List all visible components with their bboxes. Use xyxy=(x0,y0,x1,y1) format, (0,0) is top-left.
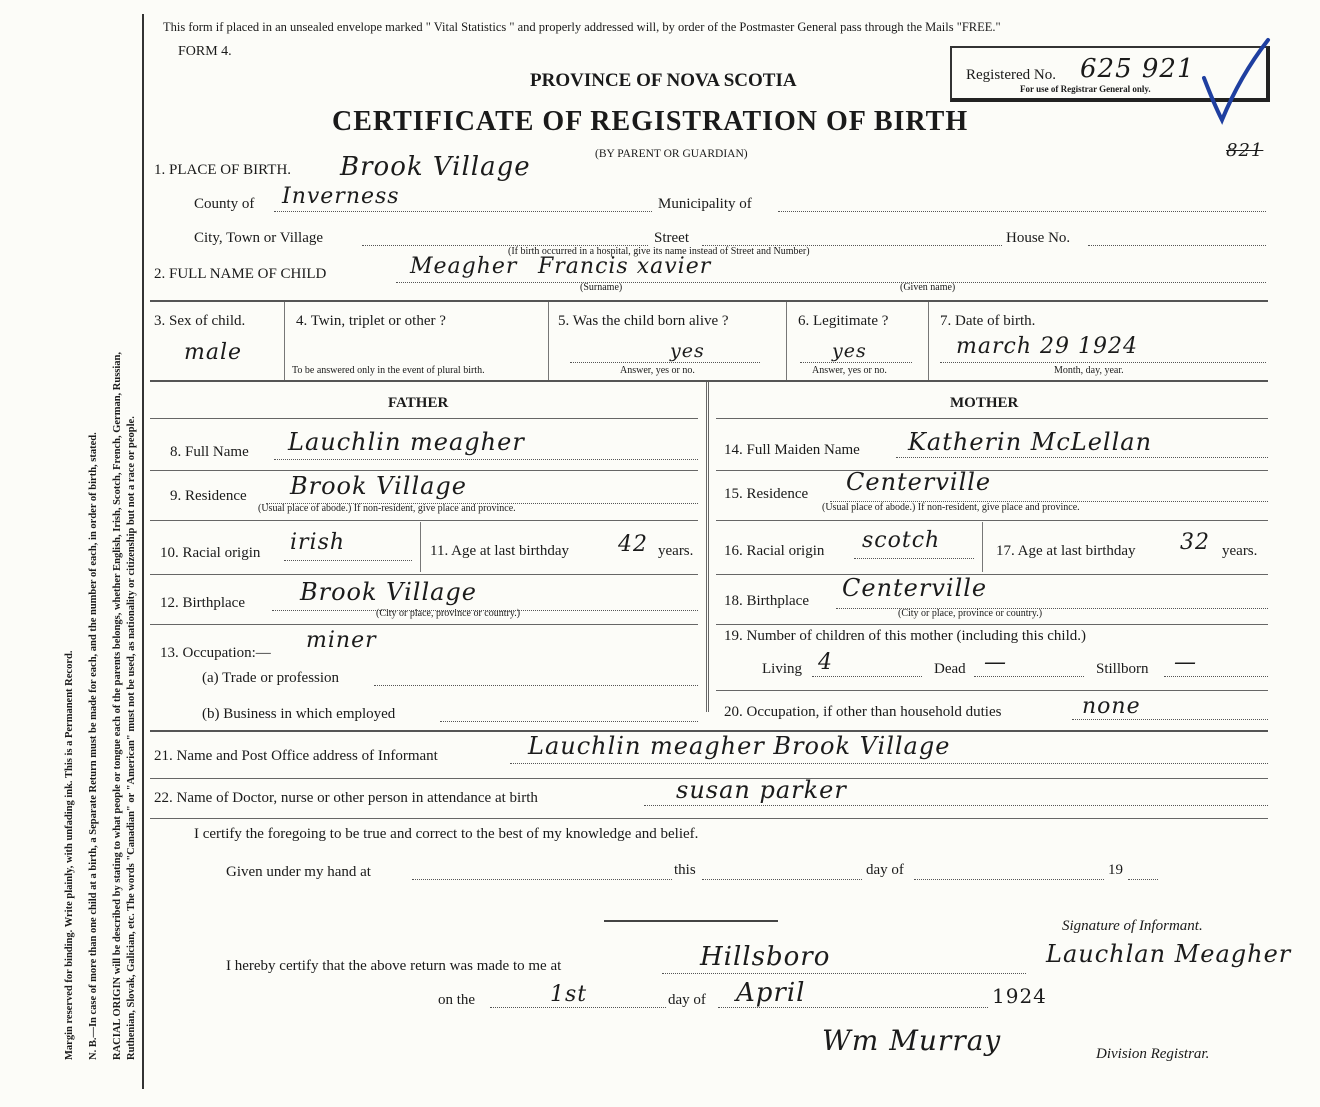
father-header: FATHER xyxy=(388,395,449,411)
dead-value: — xyxy=(984,650,1007,675)
side-note-4: Ruthenian, Slovak, Galician, etc. The words "Canadian" or "American" must not be used, as nationality or citizenship but not a race or people. xyxy=(126,416,137,1060)
alive-value: yes xyxy=(670,340,705,362)
doctor-value: susan parker xyxy=(676,776,847,804)
county-label: County of xyxy=(194,196,255,212)
dead-label: Dead xyxy=(934,661,966,677)
page-title: CERTIFICATE OF REGISTRATION OF BIRTH xyxy=(332,106,969,137)
year-value: 1924 xyxy=(992,984,1047,1008)
mother-res-note: (Usual place of abode.) If non-resident, give place and province. xyxy=(822,502,1080,513)
registrar-signature: Wm Murray xyxy=(822,1024,1002,1057)
mother-children-label: 19. Number of children of this mother (including this child.) xyxy=(724,628,1087,644)
county-value: Inverness xyxy=(282,184,400,209)
father-racial: irish xyxy=(290,530,346,555)
day-of-label-2: day of xyxy=(668,992,706,1008)
mother-residence: Centerville xyxy=(846,468,992,496)
hospital-note: (If birth occurred in a hospital, give its name instead of Street and Number) xyxy=(508,246,810,257)
child-name-label: 2. FULL NAME OF CHILD xyxy=(154,266,327,282)
alive-note: Answer, yes or no. xyxy=(620,365,695,376)
sex-value: male xyxy=(184,340,243,365)
informant-signature: Lauchlan Meagher xyxy=(1046,940,1292,968)
living-label: Living xyxy=(762,661,802,677)
city-label: City, Town or Village xyxy=(194,230,324,246)
division-registrar-caption: Division Registrar. xyxy=(1096,1046,1210,1062)
side-note-1: Margin reserved for binding. Write plainly, with unfading ink. This is a Permanent Record. xyxy=(64,650,75,1060)
year-prefix: 19 xyxy=(1108,862,1123,878)
place-of-birth-value: Brook Village xyxy=(340,152,531,182)
side-note-3: RACIAL ORIGIN will be described by stating to what people or tongue each of the parents belongs, whether English, Irish, Scotch, French, German, Russian, xyxy=(112,351,123,1060)
twin-label: 4. Twin, triplet or other ? xyxy=(296,313,446,329)
signature-of-informant-caption: Signature of Informant. xyxy=(1062,918,1203,934)
subtitle: (BY PARENT OR GUARDIAN) xyxy=(595,148,748,160)
father-res-label: 9. Residence xyxy=(170,488,247,504)
dob-label: 7. Date of birth. xyxy=(940,313,1036,329)
mother-name: Katherin McLellan xyxy=(908,428,1153,456)
father-age: 42 xyxy=(618,532,648,557)
mother-name-label: 14. Full Maiden Name xyxy=(724,442,860,458)
father-birth-label: 12. Birthplace xyxy=(160,595,245,611)
this-label: this xyxy=(674,862,696,878)
mother-res-label: 15. Residence xyxy=(724,486,809,502)
day-of-label: day of xyxy=(866,862,904,878)
mother-racial-label: 16. Racial origin xyxy=(724,543,825,559)
twin-note: To be answered only in the event of plural birth. xyxy=(292,365,485,376)
mother-years: years. xyxy=(1222,543,1258,559)
return-place: Hillsboro xyxy=(700,942,831,972)
father-residence: Brook Village xyxy=(290,472,467,500)
informant-value: Lauchlin meagher Brook Village xyxy=(528,732,951,760)
mother-header: MOTHER xyxy=(950,395,1019,411)
dob-value: march 29 1924 xyxy=(956,334,1138,359)
father-occupation: miner xyxy=(306,628,377,653)
mother-birthplace: Centerville xyxy=(842,574,988,602)
surname-caption: (Surname) xyxy=(580,282,623,293)
father-name-label: 8. Full Name xyxy=(170,444,249,460)
corner-mark: 821 xyxy=(1226,140,1264,161)
registration-number: 625 921 xyxy=(1080,54,1195,84)
father-business-label: (b) Business in which employed xyxy=(202,706,396,722)
father-birthplace: Brook Village xyxy=(300,578,477,606)
side-note-2: N. B.—In case of more than one child at a birth, a Separate Return must be made for each, and the number of each, in order of birth, stated. xyxy=(88,432,99,1060)
municipality-label: Municipality of xyxy=(658,196,752,212)
place-of-birth-label: 1. PLACE OF BIRTH. xyxy=(154,162,292,178)
father-occ-label: 13. Occupation:— xyxy=(160,645,271,661)
mother-racial: scotch xyxy=(862,528,941,553)
dob-note: Month, day, year. xyxy=(1054,365,1124,376)
registration-note: For use of Registrar General only. xyxy=(1020,84,1151,94)
month-value: April xyxy=(736,978,806,1008)
binding-margin-rule xyxy=(142,14,144,1089)
father-name: Lauchlin meagher xyxy=(288,428,525,456)
father-years: years. xyxy=(658,543,694,559)
father-age-label: 11. Age at last birthday xyxy=(430,543,569,559)
registration-label: Registered No. xyxy=(966,67,1056,83)
doctor-label: 22. Name of Doctor, nurse or other person in attendance at birth xyxy=(154,790,538,806)
mother-birth-note: (City or place, province or country.) xyxy=(898,608,1043,619)
father-racial-label: 10. Racial origin xyxy=(160,545,261,561)
given-caption: (Given name) xyxy=(900,282,956,293)
informant-label: 21. Name and Post Office address of Informant xyxy=(154,748,438,764)
living-value: 4 xyxy=(818,650,833,675)
house-label: House No. xyxy=(1006,230,1071,246)
street-label: Street xyxy=(654,230,689,246)
legit-label: 6. Legitimate ? xyxy=(798,313,889,329)
mother-birth-label: 18. Birthplace xyxy=(724,593,809,609)
mother-age-label: 17. Age at last birthday xyxy=(996,543,1136,559)
on-day-value: 1st xyxy=(550,982,588,1007)
child-given-name: Francis xavier xyxy=(538,254,712,279)
top-notice: This form if placed in an unsealed envelope marked " Vital Statistics " and properly addressed will, by order of the Postmaster General pass through the Mails "FREE." xyxy=(163,20,1001,34)
form-number: FORM 4. xyxy=(178,44,232,59)
stillborn-value: — xyxy=(1174,650,1197,675)
sex-label: 3. Sex of child. xyxy=(154,313,246,329)
certify-statement: I certify the foregoing to be true and correct to the best of my knowledge and belief. xyxy=(194,826,699,842)
alive-label: 5. Was the child born alive ? xyxy=(558,313,729,329)
father-birth-note: (City or place, province or country.) xyxy=(376,608,521,619)
father-trade-label: (a) Trade or profession xyxy=(202,670,340,686)
stillborn-label: Stillborn xyxy=(1096,661,1149,677)
mother-occupation: none xyxy=(1082,694,1141,719)
mother-age: 32 xyxy=(1180,530,1210,555)
on-the-label: on the xyxy=(438,992,476,1008)
child-surname: Meagher xyxy=(410,254,518,279)
given-label: Given under my hand at xyxy=(226,864,371,880)
legit-value: yes xyxy=(832,340,867,362)
return-label: I hereby certify that the above return was made to me at xyxy=(226,958,562,974)
checkmark-icon xyxy=(1200,36,1272,126)
father-res-note: (Usual place of abode.) If non-resident, give place and province. xyxy=(258,503,516,514)
province-heading: PROVINCE OF NOVA SCOTIA xyxy=(530,70,797,91)
legit-note: Answer, yes or no. xyxy=(812,365,887,376)
mother-occ-label: 20. Occupation, if other than household duties xyxy=(724,704,1002,720)
